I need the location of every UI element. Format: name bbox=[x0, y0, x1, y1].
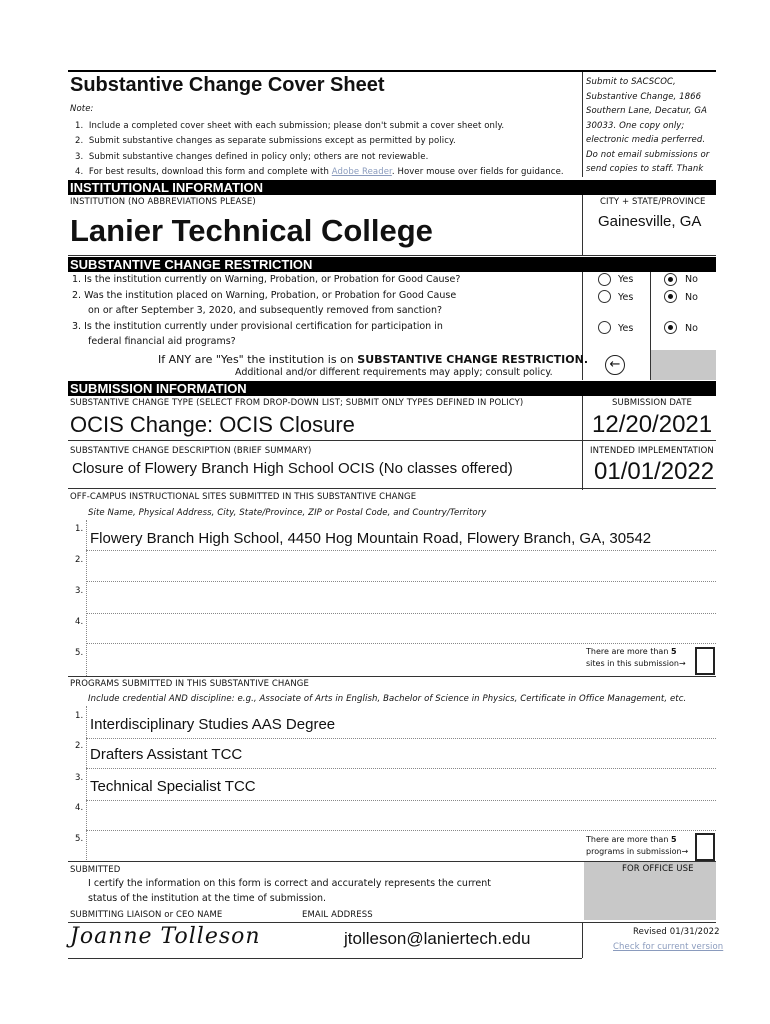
q3-yes-label: Yes bbox=[618, 323, 634, 334]
implementation-field[interactable]: 01/01/2022 bbox=[594, 458, 715, 485]
top-rule bbox=[68, 70, 716, 72]
email-label: EMAIL ADDRESS bbox=[302, 910, 373, 920]
program-num-4: 4. bbox=[75, 803, 84, 813]
change-type-select[interactable]: OCIS Change: OCIS Closure bbox=[70, 412, 355, 437]
site-num-3: 3. bbox=[75, 586, 84, 596]
programs-hint: Include credential AND discipline: e.g., Associate of Arts in English, Bachelor of Science in Physics, Certificate in Office Management, etc. bbox=[88, 694, 687, 704]
description-rule bbox=[68, 488, 716, 489]
liaison-signature[interactable]: Joanne Tolleson bbox=[70, 924, 261, 949]
q3-no-label: No bbox=[685, 323, 698, 334]
sites-hint: Site Name, Physical Address, City, State/Province, ZIP or Postal Code, and Country/Territory bbox=[88, 508, 487, 518]
city-label: CITY + STATE/PROVINCE bbox=[600, 197, 706, 207]
submission-date-field[interactable]: 12/20/2021 bbox=[592, 411, 713, 438]
institutional-header: INSTITUTIONAL INFORMATION bbox=[68, 180, 716, 195]
site-rule-4 bbox=[86, 643, 716, 644]
submitted-label: SUBMITTED bbox=[70, 865, 121, 875]
program-rule-1 bbox=[86, 738, 716, 739]
q2-yes-label: Yes bbox=[618, 292, 634, 303]
q3-no-radio[interactable] bbox=[664, 321, 677, 334]
q1-no-radio[interactable] bbox=[664, 273, 677, 286]
program-num-1: 1. bbox=[75, 711, 84, 721]
certify-line-2: status of the institution at the time of submission. bbox=[88, 893, 327, 904]
site-rule-1 bbox=[86, 550, 716, 551]
site-num-1: 1. bbox=[75, 524, 84, 534]
program-field-3[interactable]: Technical Specialist TCC bbox=[90, 778, 256, 795]
site-rule-3 bbox=[86, 613, 716, 614]
sites-label: OFF-CAMPUS INSTRUCTIONAL SITES SUBMITTED IN THIS SUBSTANTIVE CHANGE bbox=[70, 492, 417, 502]
note-3: 3. Submit substantive changes defined in policy only; others are not reviewable. bbox=[75, 152, 429, 162]
program-num-5: 5. bbox=[75, 834, 84, 844]
check-version-link[interactable]: Check for current version bbox=[613, 942, 724, 952]
q2-no-label: No bbox=[685, 292, 698, 303]
note-label: Note: bbox=[70, 104, 94, 114]
institution-label: INSTITUTION (NO ABBREVIATIONS PLEASE) bbox=[70, 197, 256, 207]
institution-rule bbox=[68, 255, 716, 256]
restriction-additional: Additional and/or different requirements may apply; consult policy. bbox=[235, 367, 553, 378]
bottom-rule bbox=[68, 958, 582, 959]
certify-line-1: I certify the information on this form is correct and accurately represents the current bbox=[88, 878, 491, 889]
form-title: Substantive Change Cover Sheet bbox=[70, 74, 385, 96]
program-rule-3 bbox=[86, 800, 716, 801]
change-type-label: SUBSTANTIVE CHANGE TYPE (SELECT FROM DROP-DOWN LIST; SUBMIT ONLY TYPES DEFINED IN POLICY) bbox=[70, 398, 524, 408]
liaison-label: SUBMITTING LIAISON or CEO NAME bbox=[70, 910, 223, 920]
q3-yes-radio[interactable] bbox=[598, 321, 611, 334]
q1-yes-radio[interactable] bbox=[598, 273, 611, 286]
question-3b: federal financial aid programs? bbox=[88, 336, 236, 347]
q1-yes-label: Yes bbox=[618, 274, 634, 285]
restriction-notice: If ANY are "Yes" the institution is on SUBSTANTIVE CHANGE RESTRICTION. bbox=[158, 353, 588, 366]
site-field-1[interactable]: Flowery Branch High School, 4450 Hog Mountain Road, Flowery Branch, GA, 30542 bbox=[90, 530, 652, 547]
note-1: 1. Include a completed cover sheet with each submission; please don't submit a cover sheet only. bbox=[75, 121, 505, 131]
q2-no-radio[interactable] bbox=[664, 290, 677, 303]
program-gutter bbox=[86, 706, 87, 860]
program-rule-4 bbox=[86, 830, 716, 831]
email-field[interactable]: jtolleson@laniertech.edu bbox=[344, 929, 531, 948]
type-rule bbox=[68, 440, 716, 441]
question-1: 1. Is the institution currently on Warning, Probation, or Probation for Good Cause? bbox=[72, 274, 461, 285]
sites-more-checkbox[interactable] bbox=[695, 647, 715, 675]
program-field-1[interactable]: Interdisciplinary Studies AAS Degree bbox=[90, 716, 336, 733]
programs-more-checkbox[interactable] bbox=[695, 833, 715, 861]
q1-no-label: No bbox=[685, 274, 698, 285]
question-2a: 2. Was the institution placed on Warning, Probation, or Probation for Good Cause bbox=[72, 290, 457, 301]
submission-date-label: SUBMISSION DATE bbox=[612, 398, 692, 408]
description-label: SUBSTANTIVE CHANGE DESCRIPTION (BRIEF SUMMARY) bbox=[70, 446, 312, 456]
restriction-status-box bbox=[651, 350, 716, 380]
site-gutter bbox=[86, 520, 87, 676]
signature-top-rule bbox=[68, 922, 716, 923]
submit-divider bbox=[582, 72, 583, 177]
program-num-2: 2. bbox=[75, 741, 84, 751]
date-divider bbox=[582, 396, 583, 490]
sites-rule bbox=[68, 676, 716, 677]
restriction-header: SUBSTANTIVE CHANGE RESTRICTION bbox=[68, 257, 716, 272]
sites-more-note: There are more than 5 sites in this submission→ bbox=[586, 647, 686, 668]
revised-date: Revised 01/31/2022 bbox=[633, 927, 720, 937]
site-rule-2 bbox=[86, 581, 716, 582]
site-num-4: 4. bbox=[75, 617, 84, 627]
description-field[interactable]: Closure of Flowery Branch High School OCIS (No classes offered) bbox=[72, 460, 513, 477]
revised-divider bbox=[582, 922, 583, 958]
program-field-2[interactable]: Drafters Assistant TCC bbox=[90, 746, 243, 763]
program-rule-2 bbox=[86, 768, 716, 769]
city-divider bbox=[582, 195, 583, 256]
back-arrow-icon[interactable]: ← bbox=[605, 355, 625, 375]
programs-more-note: There are more than 5 programs in submission→ bbox=[586, 835, 689, 856]
adobe-reader-link[interactable]: Adobe Reader bbox=[331, 167, 392, 177]
site-num-2: 2. bbox=[75, 555, 84, 565]
implementation-label: INTENDED IMPLEMENTATION bbox=[590, 446, 714, 456]
note-2: 2. Submit substantive changes as separate submissions except as permitted by policy. bbox=[75, 136, 456, 146]
q2-yes-radio[interactable] bbox=[598, 290, 611, 303]
office-use-label: FOR OFFICE USE bbox=[622, 864, 694, 874]
question-3a: 3. Is the institution currently under provisional certification for participation in bbox=[72, 321, 443, 332]
city-field[interactable]: Gainesville, GA bbox=[598, 213, 702, 230]
submission-header: SUBMISSION INFORMATION bbox=[68, 381, 716, 396]
site-num-5: 5. bbox=[75, 648, 84, 658]
question-2b: on or after September 3, 2020, and subsequently removed from sanction? bbox=[88, 305, 443, 316]
programs-label: PROGRAMS SUBMITTED IN THIS SUBSTANTIVE CHANGE bbox=[70, 679, 309, 689]
institution-field[interactable]: Lanier Technical College bbox=[70, 213, 433, 248]
program-num-3: 3. bbox=[75, 773, 84, 783]
submit-to-instructions: Submit to SACSCOC, Substantive Change, 1866 Southern Lane, Decatur, GA 30033. One copy only; electronic media perferred. Do not email submissions or send copies to staff. Thank bbox=[586, 77, 710, 174]
note-4: 4. For best results, download this form and complete with Adobe Reader. Hover mouse over fields for guidance. bbox=[75, 167, 564, 177]
